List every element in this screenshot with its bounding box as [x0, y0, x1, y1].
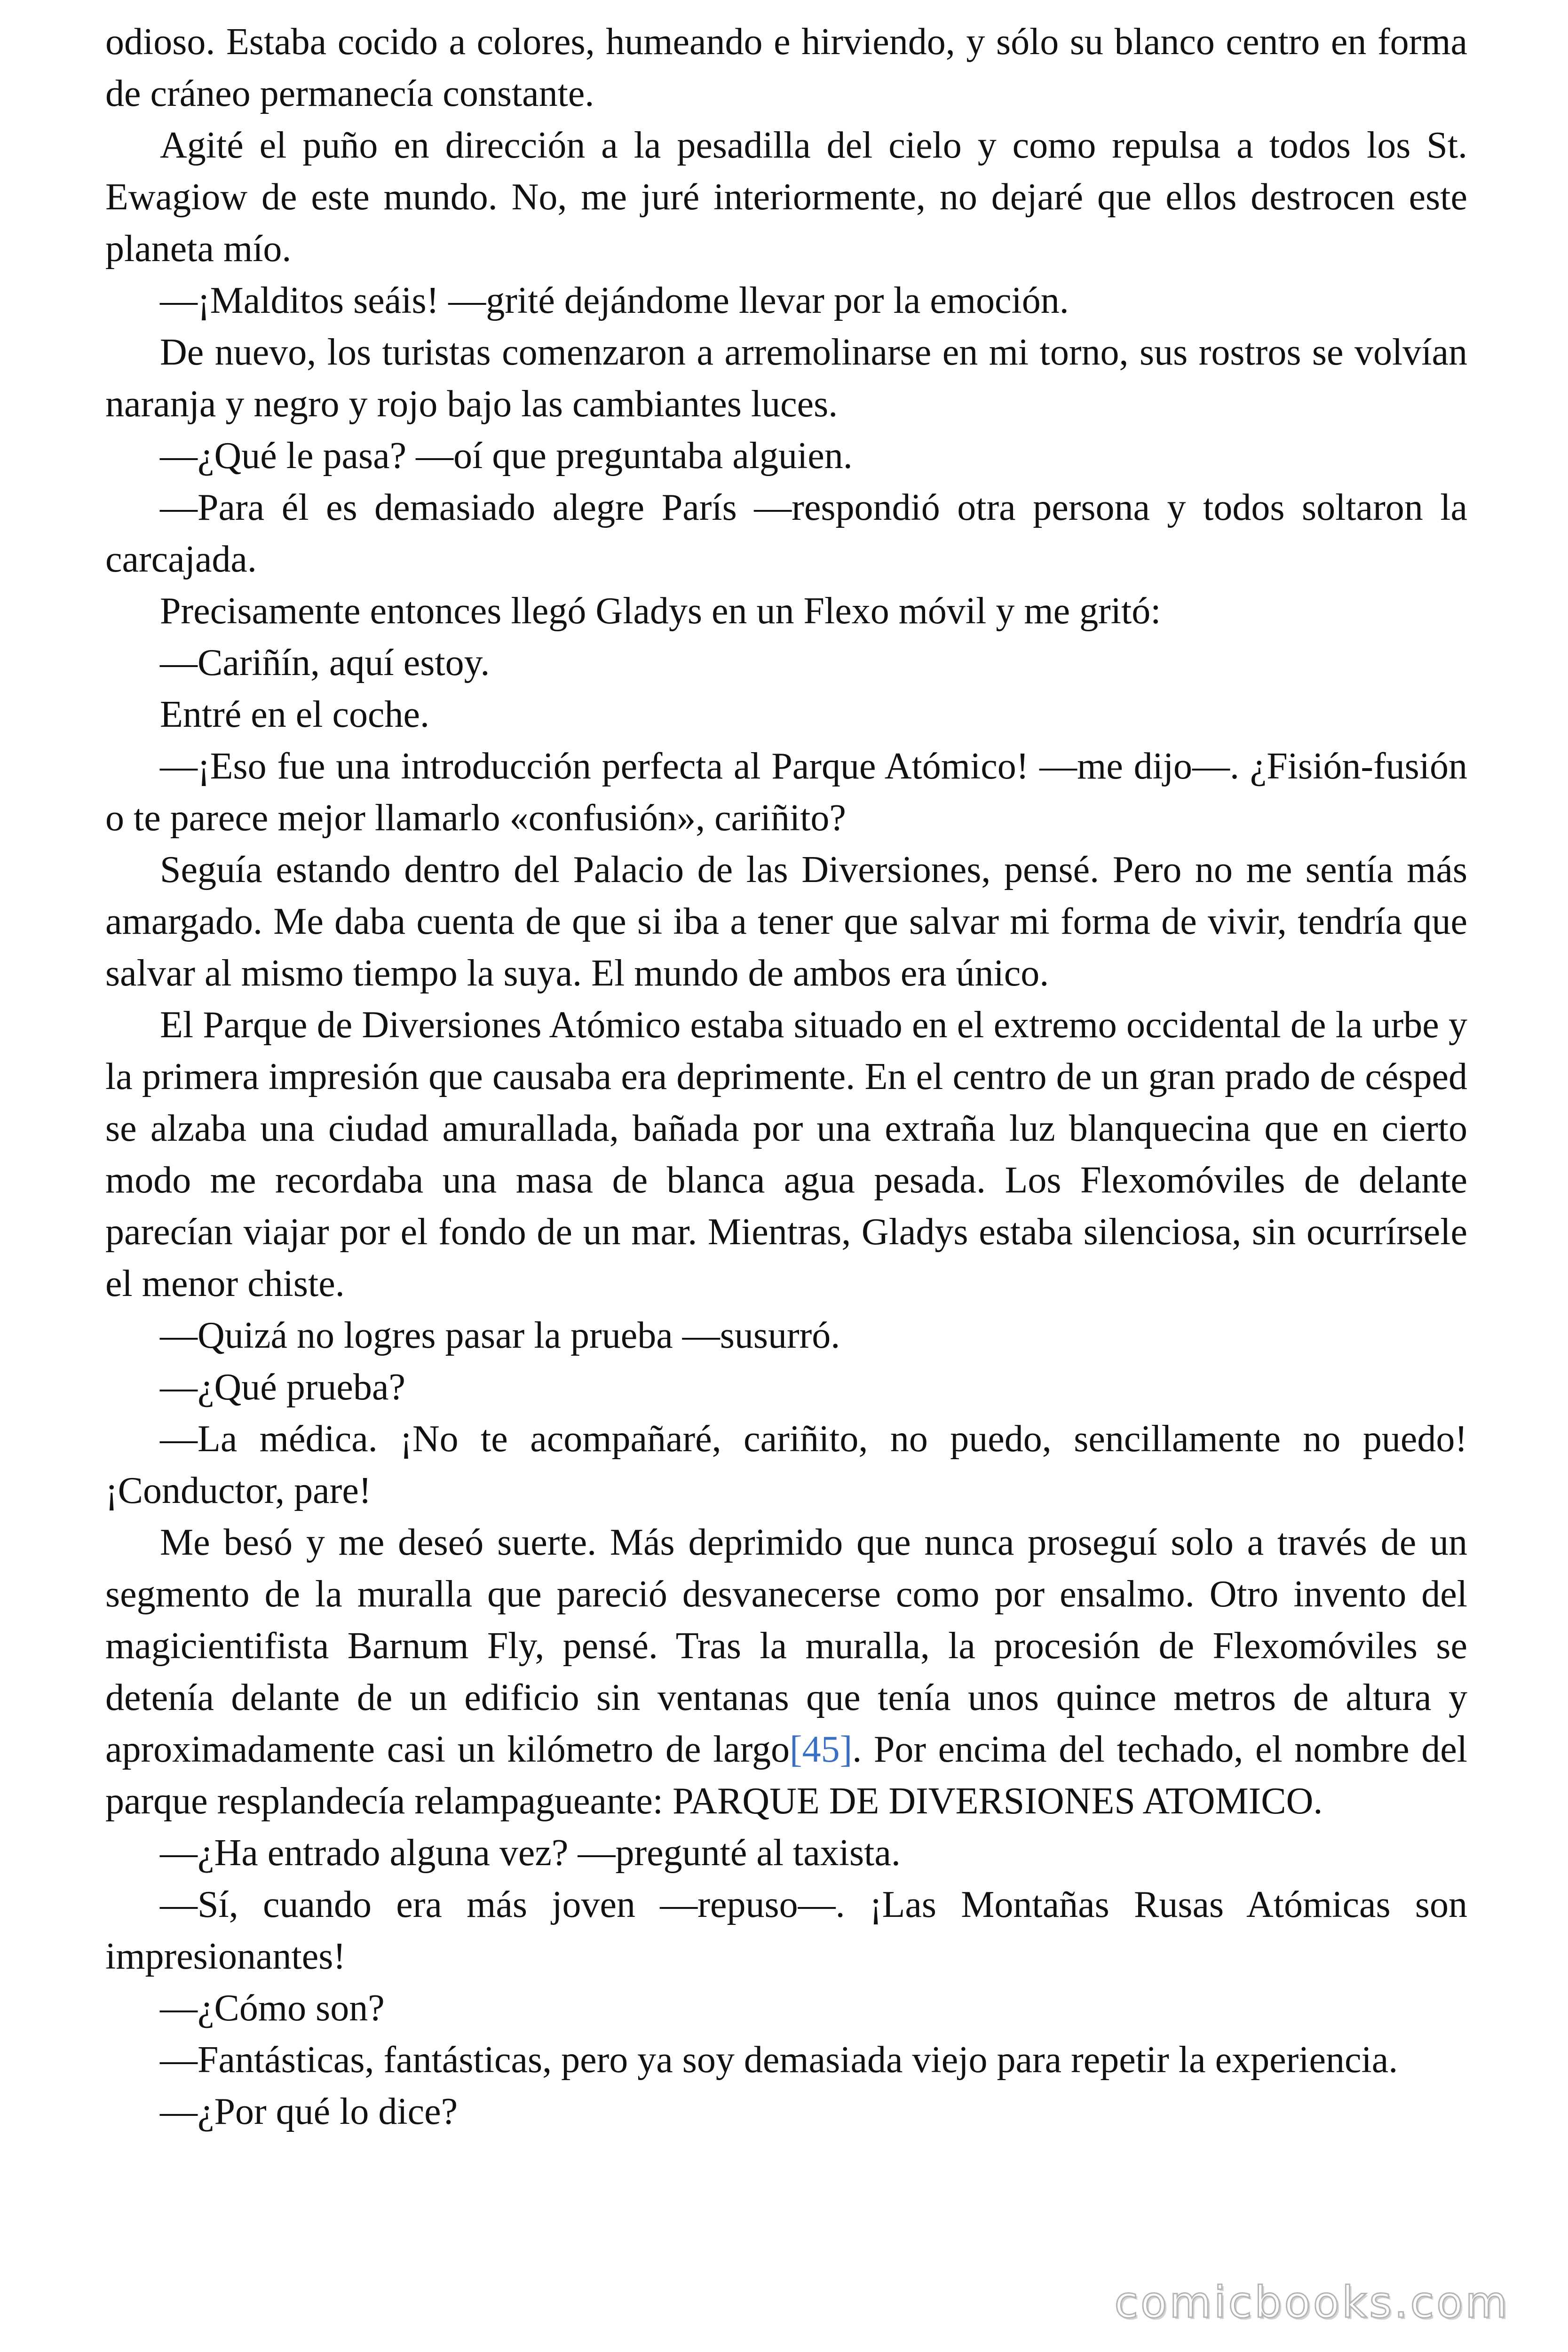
paragraph: —¿Ha entrado alguna vez? —pregunté al taxista. [160, 1832, 901, 1874]
paragraph-text-continued: . Por encima del techado, el nombre del parque resplandecía relampagueante: PARQUE DE DIVERSIONES ATOMICO. [105, 1729, 1468, 1822]
paragraph: —¡Eso fue una introducción perfecta al Parque Atómico! —me dijo—. ¿Fisión-fusión o te parece mejor llamarlo «confusión», cariñito? [105, 746, 1467, 839]
page-body [105, 16, 1467, 2137]
paragraph: Seguía estando dentro del Palacio de las Diversiones, pensé. Pero no me sentía más amargado. Me daba cuenta de que si iba a tener que salvar mi forma de vivir, tendría que salvar al mismo tiempo la suya. El mundo de ambos era único. [105, 849, 1467, 994]
paragraph: —¿Por qué lo dice? [160, 2091, 458, 2132]
paragraph: —Quizá no logres pasar la prueba —susurró. [160, 1315, 840, 1356]
paragraph: —Cariñín, aquí estoy. [160, 642, 490, 683]
paragraph-with-footnote [105, 1517, 1467, 1827]
watermark: comicbooks.com [1114, 2277, 1510, 2328]
paragraph: —¡Malditos seáis! —grité dejándome llevar por la emoción. [160, 280, 1069, 321]
paragraph: odioso. Estaba cocido a colores, humeando e hirviendo, y sólo su blanco centro en forma de cráneo permanecía constante. [105, 21, 1467, 114]
paragraph-text: Me besó y me deseó suerte. Más deprimido que nunca proseguí solo a través de un segmento de la muralla que pareció desvanecerse como por ensalmo. Otro invento del magicientifista Barnum Fly, pensé. Tras la muralla, la procesión de Flexomóviles se detenía delante de un edificio sin ventanas que tenía unos quince metros de altura y aproximadamente casi un kilómetro de largo [105, 1522, 1467, 1770]
paragraph: —¿Qué prueba? [160, 1367, 405, 1408]
paragraph: Agité el puño en dirección a la pesadilla del cielo y como repulsa a todos los St. Ewagiow de este mundo. No, me juré interiormente, no dejaré que ellos destrocen este planeta mío. [105, 125, 1467, 270]
paragraph: —¿Cómo son? [160, 1987, 385, 2029]
paragraph: —Para él es demasiado alegre París —respondió otra persona y todos soltaron la carcajada. [105, 487, 1467, 580]
paragraph: Precisamente entonces llegó Gladys en un Flexo móvil y me gritó: [160, 590, 1161, 632]
footnote-link[interactable]: [45] [790, 1729, 853, 1770]
paragraph: —¿Qué le pasa? —oí que preguntaba alguien. [160, 435, 853, 477]
paragraph: De nuevo, los turistas comenzaron a arremolinarse en mi torno, sus rostros se volvían naranja y negro y rojo bajo las cambiantes luces. [105, 332, 1467, 425]
paragraph: Entré en el coche. [160, 694, 430, 735]
paragraph: El Parque de Diversiones Atómico estaba situado en el extremo occidental de la urbe y la primera impresión que causaba era deprimente. En el centro de un gran prado de césped se alzaba una ciudad amurallada, bañada por una extraña luz blanquecina que en cierto modo me recordaba una masa de blanca agua pesada. Los Flexomóviles de delante parecían viajar por el fondo de un mar. Mientras, Gladys estaba silenciosa, sin ocurrírsele el menor chiste. [105, 1004, 1467, 1304]
paragraph: —La médica. ¡No te acompañaré, cariñito, no puedo, sencillamente no puedo! ¡Conductor, pare! [105, 1418, 1467, 1511]
paragraph: —Sí, cuando era más joven —repuso—. ¡Las Montañas Rusas Atómicas son impresionantes! [105, 1884, 1467, 1977]
paragraph: —Fantásticas, fantásticas, pero ya soy demasiada viejo para repetir la experiencia. [160, 2039, 1398, 2081]
